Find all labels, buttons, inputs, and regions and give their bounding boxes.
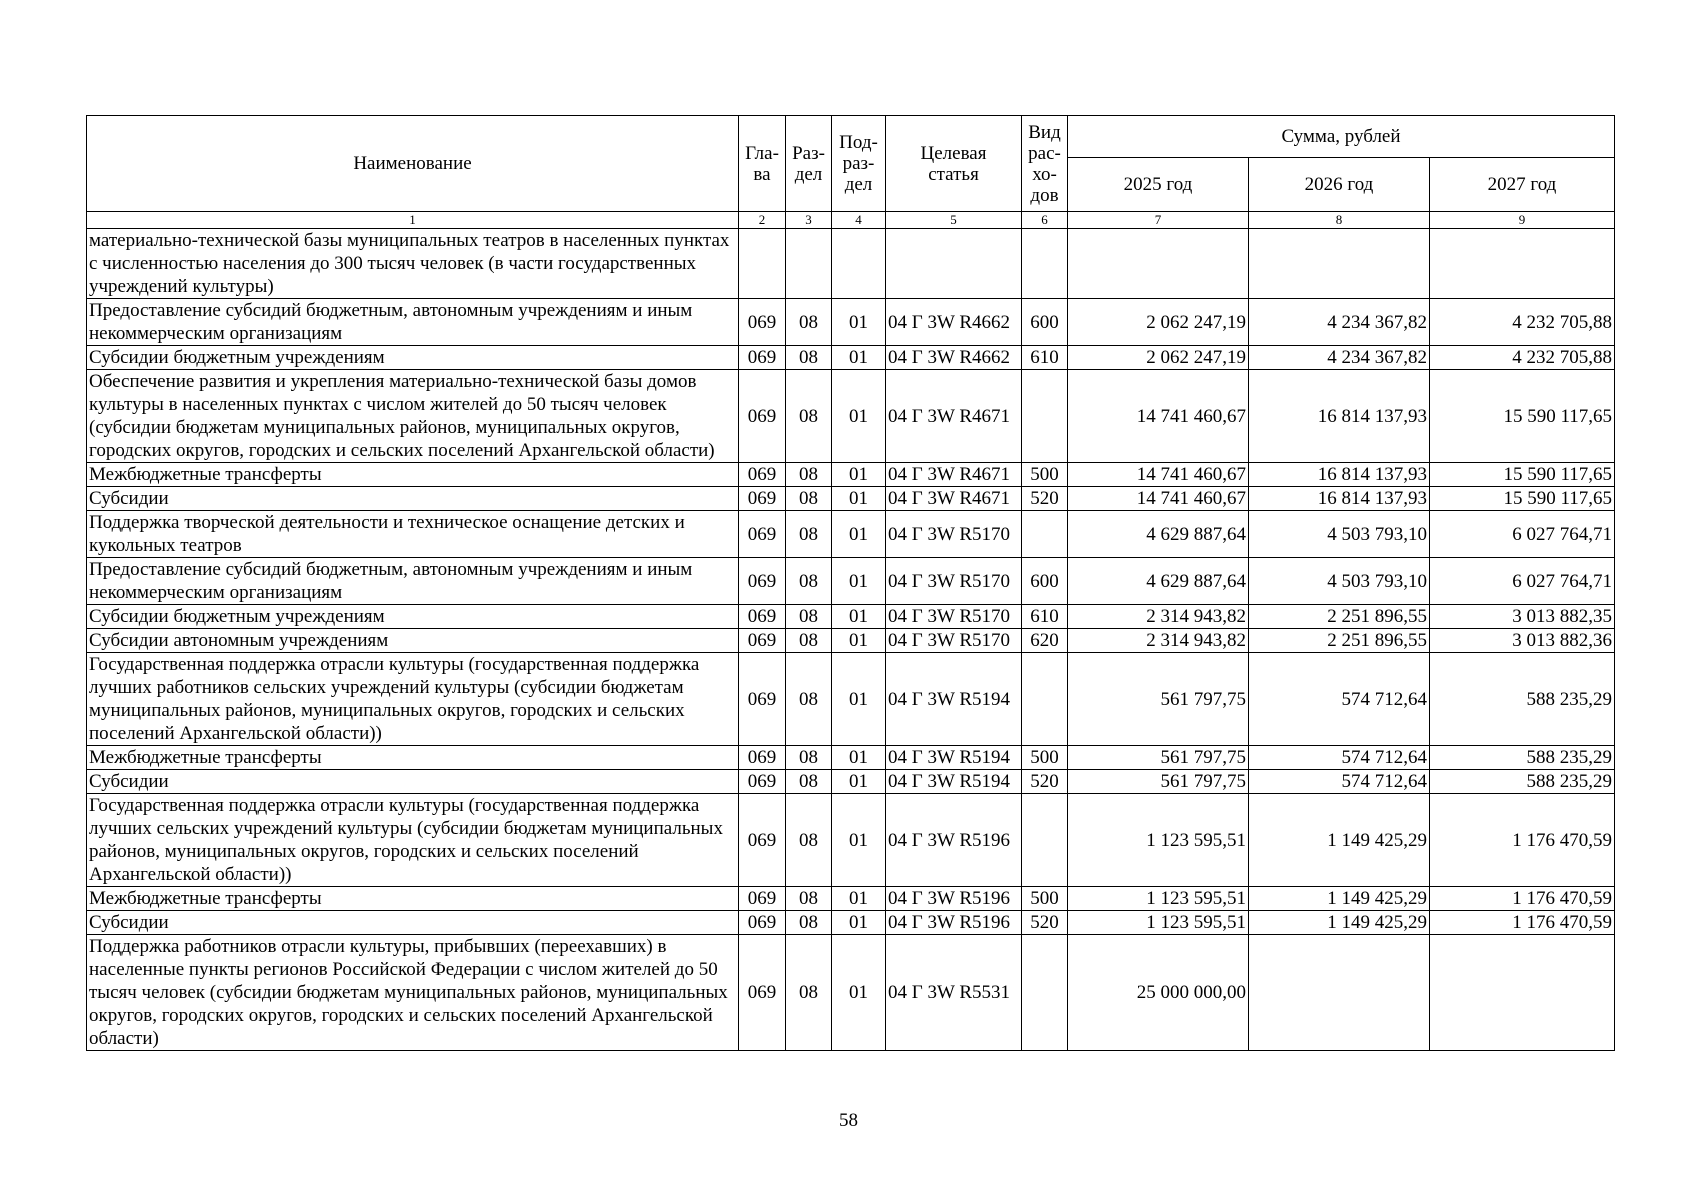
row-expense-type: [1022, 794, 1068, 887]
row-section: 08: [786, 887, 832, 911]
row-expense-type: [1022, 370, 1068, 463]
column-number-row: [87, 212, 1615, 229]
row-subsection: 01: [832, 935, 886, 1051]
row-section: 08: [786, 487, 832, 511]
row-subsection: 01: [832, 770, 886, 794]
row-expense-type: 500: [1022, 887, 1068, 911]
row-chapter: 069: [739, 629, 786, 653]
table-row: [87, 605, 1615, 629]
row-section: 08: [786, 770, 832, 794]
header-expense-type: Вид рас- хо- дов: [1022, 116, 1068, 212]
table-row: [87, 935, 1615, 1051]
column-number: 2: [739, 212, 786, 229]
row-subsection: 01: [832, 487, 886, 511]
row-amount-2027: [1430, 935, 1615, 1051]
row-chapter: 069: [739, 299, 786, 346]
row-expense-type: 620: [1022, 629, 1068, 653]
row-section: 08: [786, 794, 832, 887]
row-expense-type: 610: [1022, 346, 1068, 370]
row-section: 08: [786, 299, 832, 346]
row-amount-2027: 3 013 882,35: [1430, 605, 1615, 629]
table-body: [87, 229, 1615, 1051]
row-target-article: 04 Г 3W R5170: [886, 629, 1022, 653]
row-section: 08: [786, 629, 832, 653]
row-amount-2025: 2 062 247,19: [1068, 299, 1249, 346]
row-amount-2027: 4 232 705,88: [1430, 299, 1615, 346]
row-chapter: 069: [739, 370, 786, 463]
row-chapter: 069: [739, 911, 786, 935]
row-chapter: 069: [739, 511, 786, 558]
row-name: материально-технической базы муниципальных театров в населенных пунктах с численностью населения до 300 тысяч человек (в части государственных учреждений культуры): [87, 229, 739, 299]
table-row: [87, 463, 1615, 487]
row-amount-2027: 15 590 117,65: [1430, 463, 1615, 487]
row-amount-2026: 574 712,64: [1249, 653, 1430, 746]
row-name: Субсидии: [87, 770, 739, 794]
row-amount-2025: 1 123 595,51: [1068, 887, 1249, 911]
row-amount-2025: 4 629 887,64: [1068, 511, 1249, 558]
table-row: [87, 653, 1615, 746]
row-subsection: 01: [832, 370, 886, 463]
header-year-2026: 2026 год: [1249, 158, 1430, 212]
row-expense-type: 520: [1022, 911, 1068, 935]
column-number: 8: [1249, 212, 1430, 229]
header-amount: Сумма, рублей: [1068, 116, 1615, 158]
row-subsection: 01: [832, 463, 886, 487]
row-chapter: 069: [739, 605, 786, 629]
page-number: 58: [839, 1110, 858, 1131]
row-chapter: 069: [739, 794, 786, 887]
row-amount-2025: 2 062 247,19: [1068, 346, 1249, 370]
row-name: Межбюджетные трансферты: [87, 463, 739, 487]
row-amount-2026: 4 234 367,82: [1249, 346, 1430, 370]
table-row: [87, 299, 1615, 346]
row-amount-2025: 14 741 460,67: [1068, 370, 1249, 463]
row-subsection: 01: [832, 746, 886, 770]
row-amount-2027: 1 176 470,59: [1430, 794, 1615, 887]
header-section: Раз- дел: [786, 116, 832, 212]
table-row: [87, 229, 1615, 299]
row-target-article: 04 Г 3W R4671: [886, 370, 1022, 463]
row-target-article: 04 Г 3W R4671: [886, 487, 1022, 511]
row-expense-type: 500: [1022, 746, 1068, 770]
row-section: [786, 229, 832, 299]
row-amount-2025: 2 314 943,82: [1068, 605, 1249, 629]
table-row: [87, 346, 1615, 370]
row-amount-2026: 16 814 137,93: [1249, 463, 1430, 487]
row-subsection: 01: [832, 346, 886, 370]
row-amount-2025: 561 797,75: [1068, 653, 1249, 746]
row-amount-2026: 2 251 896,55: [1249, 629, 1430, 653]
row-subsection: 01: [832, 653, 886, 746]
row-name: Обеспечение развития и укрепления материально-технической базы домов культуры в населенных пунктах с числом жителей до 50 тысяч человек (субсидии бюджетам муниципальных районов, муниципальных округов, городских округов, городских и сельских поселений Архангельской области): [87, 370, 739, 463]
row-name: Предоставление субсидий бюджетным, автономным учреждениям и иным некоммерческим организациям: [87, 299, 739, 346]
row-section: 08: [786, 346, 832, 370]
table-row: [87, 629, 1615, 653]
row-section: 08: [786, 511, 832, 558]
row-section: 08: [786, 370, 832, 463]
header-year-2025: 2025 год: [1068, 158, 1249, 212]
row-amount-2025: 561 797,75: [1068, 770, 1249, 794]
row-amount-2025: 4 629 887,64: [1068, 558, 1249, 605]
row-amount-2025: 2 314 943,82: [1068, 629, 1249, 653]
row-amount-2027: 1 176 470,59: [1430, 887, 1615, 911]
row-amount-2025: 1 123 595,51: [1068, 911, 1249, 935]
row-name: Субсидии бюджетным учреждениям: [87, 605, 739, 629]
row-target-article: 04 Г 3W R5194: [886, 653, 1022, 746]
row-section: 08: [786, 935, 832, 1051]
row-amount-2026: 1 149 425,29: [1249, 887, 1430, 911]
row-amount-2027: 588 235,29: [1430, 746, 1615, 770]
row-amount-2027: 588 235,29: [1430, 770, 1615, 794]
row-name: Поддержка работников отрасли культуры, прибывших (переехавших) в населенные пункты регионов Российской Федерации с числом жителей до 50 тысяч человек (субсидии бюджетам муниципальных районов, муниципальных округов, городских округов, городских и сельских поселений Архангельской области): [87, 935, 739, 1051]
row-section: 08: [786, 558, 832, 605]
row-target-article: 04 Г 3W R5196: [886, 911, 1022, 935]
table-row: [87, 370, 1615, 463]
row-amount-2027: 588 235,29: [1430, 653, 1615, 746]
row-target-article: 04 Г 3W R5170: [886, 558, 1022, 605]
table-row: [87, 558, 1615, 605]
row-amount-2027: 15 590 117,65: [1430, 487, 1615, 511]
row-name: Государственная поддержка отрасли культуры (государственная поддержка лучших работников сельских учреждений культуры (субсидии бюджетам муниципальных районов, муниципальных округов, городских и сельских поселений Архангельской области)): [87, 653, 739, 746]
row-subsection: 01: [832, 558, 886, 605]
column-number: 9: [1430, 212, 1615, 229]
column-number: 5: [886, 212, 1022, 229]
row-name: Субсидии: [87, 487, 739, 511]
row-target-article: 04 Г 3W R5531: [886, 935, 1022, 1051]
header-subsection: Под- раз- дел: [832, 116, 886, 212]
row-chapter: 069: [739, 346, 786, 370]
table-row: [87, 770, 1615, 794]
row-amount-2025: [1068, 229, 1249, 299]
row-chapter: 069: [739, 887, 786, 911]
row-subsection: 01: [832, 605, 886, 629]
row-target-article: 04 Г 3W R5196: [886, 887, 1022, 911]
row-target-article: 04 Г 3W R5194: [886, 746, 1022, 770]
row-amount-2026: 16 814 137,93: [1249, 487, 1430, 511]
row-chapter: 069: [739, 558, 786, 605]
row-expense-type: 520: [1022, 770, 1068, 794]
column-number: 7: [1068, 212, 1249, 229]
table-row: [87, 511, 1615, 558]
row-chapter: 069: [739, 935, 786, 1051]
row-amount-2025: 561 797,75: [1068, 746, 1249, 770]
row-amount-2027: 4 232 705,88: [1430, 346, 1615, 370]
row-amount-2026: [1249, 935, 1430, 1051]
table-row: [87, 911, 1615, 935]
row-amount-2025: 14 741 460,67: [1068, 487, 1249, 511]
row-amount-2026: 4 503 793,10: [1249, 558, 1430, 605]
row-chapter: 069: [739, 463, 786, 487]
row-expense-type: 600: [1022, 558, 1068, 605]
row-amount-2025: 25 000 000,00: [1068, 935, 1249, 1051]
table-row: [87, 487, 1615, 511]
row-section: 08: [786, 605, 832, 629]
row-target-article: 04 Г 3W R5196: [886, 794, 1022, 887]
column-number: 1: [87, 212, 739, 229]
row-expense-type: [1022, 653, 1068, 746]
header-year-2027: 2027 год: [1430, 158, 1615, 212]
row-amount-2027: 3 013 882,36: [1430, 629, 1615, 653]
budget-table: [86, 115, 1615, 1051]
row-target-article: 04 Г 3W R4662: [886, 346, 1022, 370]
row-expense-type: [1022, 511, 1068, 558]
row-amount-2027: 1 176 470,59: [1430, 911, 1615, 935]
row-target-article: 04 Г 3W R5194: [886, 770, 1022, 794]
row-name: Межбюджетные трансферты: [87, 887, 739, 911]
header-chapter: Гла- ва: [739, 116, 786, 212]
row-name: Межбюджетные трансферты: [87, 746, 739, 770]
row-amount-2026: 574 712,64: [1249, 770, 1430, 794]
row-subsection: 01: [832, 299, 886, 346]
table-row: [87, 746, 1615, 770]
row-amount-2026: 1 149 425,29: [1249, 911, 1430, 935]
row-expense-type: [1022, 229, 1068, 299]
row-amount-2025: 1 123 595,51: [1068, 794, 1249, 887]
row-chapter: 069: [739, 487, 786, 511]
row-amount-2026: 574 712,64: [1249, 746, 1430, 770]
row-expense-type: [1022, 935, 1068, 1051]
row-name: Государственная поддержка отрасли культуры (государственная поддержка лучших сельских учреждений культуры (субсидии бюджетам муниципальных районов, муниципальных округов, городских и сельских поселений Архангельской области)): [87, 794, 739, 887]
row-section: 08: [786, 746, 832, 770]
row-target-article: [886, 229, 1022, 299]
row-section: 08: [786, 463, 832, 487]
row-subsection: 01: [832, 511, 886, 558]
row-chapter: 069: [739, 746, 786, 770]
row-chapter: [739, 229, 786, 299]
row-target-article: 04 Г 3W R4662: [886, 299, 1022, 346]
column-number: 4: [832, 212, 886, 229]
table-row: [87, 794, 1615, 887]
row-name: Поддержка творческой деятельности и техническое оснащение детских и кукольных театров: [87, 511, 739, 558]
row-expense-type: 600: [1022, 299, 1068, 346]
row-target-article: 04 Г 3W R5170: [886, 605, 1022, 629]
row-amount-2027: [1430, 229, 1615, 299]
row-name: Предоставление субсидий бюджетным, автономным учреждениям и иным некоммерческим организациям: [87, 558, 739, 605]
row-amount-2026: [1249, 229, 1430, 299]
row-amount-2026: 16 814 137,93: [1249, 370, 1430, 463]
row-amount-2026: 1 149 425,29: [1249, 794, 1430, 887]
header-name: Наименование: [87, 116, 739, 212]
row-chapter: 069: [739, 770, 786, 794]
row-amount-2027: 15 590 117,65: [1430, 370, 1615, 463]
row-amount-2027: 6 027 764,71: [1430, 558, 1615, 605]
column-number: 3: [786, 212, 832, 229]
row-chapter: 069: [739, 653, 786, 746]
row-amount-2026: 2 251 896,55: [1249, 605, 1430, 629]
row-name: Субсидии: [87, 911, 739, 935]
row-amount-2026: 4 234 367,82: [1249, 299, 1430, 346]
row-amount-2025: 14 741 460,67: [1068, 463, 1249, 487]
row-subsection: 01: [832, 911, 886, 935]
row-name: Субсидии автономным учреждениям: [87, 629, 739, 653]
table-header: [87, 116, 1615, 229]
column-number: 6: [1022, 212, 1068, 229]
row-amount-2026: 4 503 793,10: [1249, 511, 1430, 558]
row-subsection: 01: [832, 887, 886, 911]
row-section: 08: [786, 911, 832, 935]
table-row: [87, 887, 1615, 911]
row-target-article: 04 Г 3W R4671: [886, 463, 1022, 487]
header-target-article: Целевая статья: [886, 116, 1022, 212]
row-expense-type: 500: [1022, 463, 1068, 487]
row-expense-type: 520: [1022, 487, 1068, 511]
row-expense-type: 610: [1022, 605, 1068, 629]
row-subsection: 01: [832, 629, 886, 653]
row-subsection: 01: [832, 794, 886, 887]
row-amount-2027: 6 027 764,71: [1430, 511, 1615, 558]
row-section: 08: [786, 653, 832, 746]
row-name: Субсидии бюджетным учреждениям: [87, 346, 739, 370]
row-target-article: 04 Г 3W R5170: [886, 511, 1022, 558]
row-subsection: [832, 229, 886, 299]
